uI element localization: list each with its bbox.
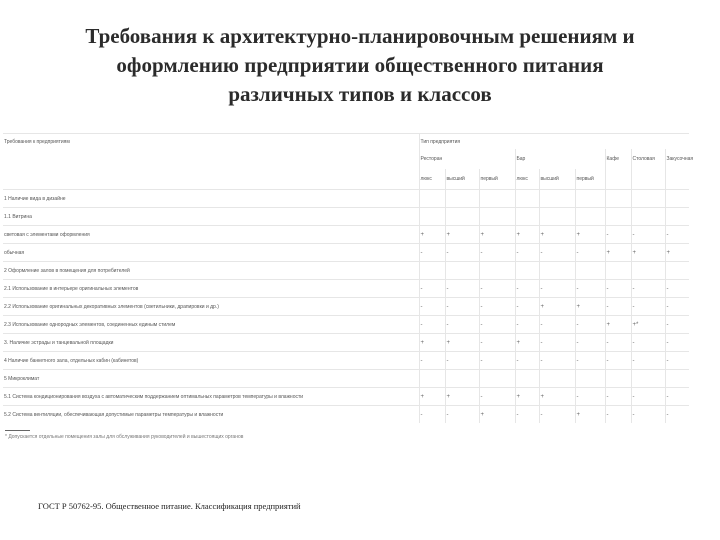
row-value: - bbox=[665, 334, 689, 352]
header-requirement: Требования к предприятиям bbox=[3, 134, 419, 150]
row-value: - bbox=[419, 406, 445, 424]
row-label: 4 Наличие банкетного зала, отдельных кабин (кабинетов) bbox=[3, 352, 419, 370]
row-label: 2.3 Использование однородных элементов, соединенных единым стилем bbox=[3, 316, 419, 334]
row-value bbox=[575, 370, 605, 388]
slide-title bbox=[0, 22, 720, 109]
row-value: - bbox=[445, 316, 479, 334]
title-line-1: Требования к архитектурно-планировочным решениям и bbox=[85, 24, 635, 48]
row-value bbox=[631, 190, 665, 208]
row-value: - bbox=[575, 244, 605, 262]
row-value bbox=[445, 262, 479, 280]
row-value: - bbox=[631, 406, 665, 424]
header-snackbar: Закусочная bbox=[665, 149, 689, 169]
row-value: - bbox=[575, 316, 605, 334]
header-class: высший bbox=[445, 169, 479, 190]
row-value: - bbox=[631, 298, 665, 316]
row-value: + bbox=[515, 334, 539, 352]
row-value bbox=[515, 370, 539, 388]
row-value: - bbox=[479, 316, 515, 334]
row-value: - bbox=[539, 406, 575, 424]
header-restaurant: Ресторан bbox=[419, 149, 515, 169]
header-canteen: Столовая bbox=[631, 149, 665, 169]
header-row-type bbox=[3, 134, 689, 150]
row-value: + bbox=[605, 316, 631, 334]
header-class: люкс bbox=[419, 169, 445, 190]
table-row bbox=[3, 406, 689, 424]
footnote-divider bbox=[5, 430, 30, 431]
row-value: + bbox=[539, 226, 575, 244]
table-row bbox=[3, 334, 689, 352]
row-value: + bbox=[665, 244, 689, 262]
row-label: 1.1 Витрина bbox=[3, 208, 419, 226]
row-value: - bbox=[605, 280, 631, 298]
row-value bbox=[479, 208, 515, 226]
row-label: 3. Наличие эстрады и танцевальной площадки bbox=[3, 334, 419, 352]
row-value: - bbox=[575, 388, 605, 406]
row-value bbox=[539, 190, 575, 208]
table-row bbox=[3, 244, 689, 262]
row-value: + bbox=[515, 388, 539, 406]
row-value: - bbox=[515, 244, 539, 262]
requirements-table bbox=[3, 133, 694, 423]
row-value bbox=[419, 208, 445, 226]
row-value bbox=[575, 208, 605, 226]
row-value: - bbox=[419, 352, 445, 370]
row-value: - bbox=[575, 334, 605, 352]
row-value bbox=[479, 370, 515, 388]
row-label: 5.1 Система кондиционирования воздуха с автоматическим поддержанием оптимальных параметров температуры и влажности bbox=[3, 388, 419, 406]
row-value bbox=[631, 208, 665, 226]
row-value bbox=[605, 262, 631, 280]
row-value: + bbox=[445, 226, 479, 244]
row-value bbox=[665, 208, 689, 226]
table-row bbox=[3, 190, 689, 208]
row-value: - bbox=[479, 352, 515, 370]
row-label: 2.1 Использование в интерьере оригинальных элементов bbox=[3, 280, 419, 298]
row-label: 5.2 Система вентиляции, обеспечивающая допустимые параметры температуры и влажности bbox=[3, 406, 419, 424]
row-value: - bbox=[419, 280, 445, 298]
row-value bbox=[445, 370, 479, 388]
header-class: высший bbox=[539, 169, 575, 190]
row-value bbox=[665, 190, 689, 208]
row-value bbox=[575, 262, 605, 280]
row-value: - bbox=[479, 334, 515, 352]
row-value: - bbox=[515, 352, 539, 370]
row-value: + bbox=[445, 334, 479, 352]
row-value: - bbox=[665, 226, 689, 244]
row-value bbox=[445, 190, 479, 208]
footnote: * Допускается отдельные помещения залы для обслуживания руководителей и вышестоящих органов bbox=[5, 434, 244, 440]
row-value: - bbox=[515, 406, 539, 424]
row-value bbox=[605, 370, 631, 388]
row-value bbox=[539, 262, 575, 280]
row-value: - bbox=[479, 280, 515, 298]
row-value: - bbox=[445, 298, 479, 316]
row-value bbox=[515, 262, 539, 280]
row-value: - bbox=[605, 406, 631, 424]
row-value: - bbox=[605, 352, 631, 370]
row-value bbox=[665, 262, 689, 280]
title-line-2: оформлению предприятии общественного питания bbox=[116, 53, 604, 77]
row-value: + bbox=[539, 388, 575, 406]
row-value: - bbox=[665, 298, 689, 316]
row-value bbox=[605, 190, 631, 208]
table-row bbox=[3, 226, 689, 244]
row-value: - bbox=[631, 226, 665, 244]
row-value bbox=[445, 208, 479, 226]
row-value: + bbox=[605, 244, 631, 262]
table-row bbox=[3, 280, 689, 298]
row-value: + bbox=[479, 226, 515, 244]
row-value: - bbox=[445, 280, 479, 298]
table-row bbox=[3, 388, 689, 406]
table-row bbox=[3, 370, 689, 388]
row-value: - bbox=[479, 388, 515, 406]
row-value bbox=[575, 190, 605, 208]
row-value bbox=[631, 262, 665, 280]
row-value: - bbox=[419, 298, 445, 316]
header-row-class bbox=[3, 169, 689, 190]
row-value: + bbox=[539, 298, 575, 316]
row-value bbox=[479, 262, 515, 280]
row-value: + bbox=[575, 226, 605, 244]
row-value: - bbox=[575, 352, 605, 370]
header-row-enterprise bbox=[3, 149, 689, 169]
row-value: - bbox=[575, 280, 605, 298]
header-bar: Бар bbox=[515, 149, 605, 169]
row-value: - bbox=[445, 352, 479, 370]
title-line-3: различных типов и классов bbox=[228, 82, 492, 106]
table-row bbox=[3, 208, 689, 226]
row-value: - bbox=[665, 280, 689, 298]
row-value: - bbox=[631, 388, 665, 406]
row-value: - bbox=[605, 334, 631, 352]
row-value bbox=[539, 208, 575, 226]
row-value: - bbox=[539, 316, 575, 334]
row-value: + bbox=[479, 406, 515, 424]
row-value: - bbox=[631, 352, 665, 370]
table-row bbox=[3, 298, 689, 316]
row-value: - bbox=[665, 352, 689, 370]
row-value bbox=[419, 370, 445, 388]
row-value bbox=[479, 190, 515, 208]
row-value: + bbox=[515, 226, 539, 244]
header-class: люкс bbox=[515, 169, 539, 190]
row-value: + bbox=[575, 298, 605, 316]
row-value: - bbox=[419, 316, 445, 334]
header-cafe: Кафе bbox=[605, 149, 631, 169]
row-label: 2.2 Использование оригинальных декоративных элементов (светильники, драпировки и др.) bbox=[3, 298, 419, 316]
row-value: - bbox=[539, 352, 575, 370]
row-value: - bbox=[665, 406, 689, 424]
header-class: первый bbox=[479, 169, 515, 190]
row-value: - bbox=[605, 226, 631, 244]
row-value: - bbox=[515, 280, 539, 298]
row-label: 1 Наличие вида в дизайне bbox=[3, 190, 419, 208]
row-value: - bbox=[539, 280, 575, 298]
row-value bbox=[631, 370, 665, 388]
row-value bbox=[419, 262, 445, 280]
row-value: + bbox=[419, 388, 445, 406]
row-value: - bbox=[479, 298, 515, 316]
row-value: - bbox=[515, 298, 539, 316]
row-value: - bbox=[515, 316, 539, 334]
row-value: - bbox=[605, 388, 631, 406]
row-value bbox=[539, 370, 575, 388]
table-row bbox=[3, 352, 689, 370]
row-value: + bbox=[631, 244, 665, 262]
row-label: световая с элементами оформления bbox=[3, 226, 419, 244]
row-label: 2 Оформление залов в помещения для потребителей bbox=[3, 262, 419, 280]
row-value: - bbox=[605, 298, 631, 316]
table-row bbox=[3, 262, 689, 280]
row-label: обычная bbox=[3, 244, 419, 262]
source-caption: ГОСТ Р 50762-95. Общественное питание. Классификация предприятий bbox=[38, 501, 301, 511]
row-value: - bbox=[665, 316, 689, 334]
row-value: + bbox=[419, 226, 445, 244]
row-value bbox=[515, 208, 539, 226]
row-value: - bbox=[419, 244, 445, 262]
header-type: Тип предприятия bbox=[419, 134, 689, 150]
row-value: - bbox=[445, 244, 479, 262]
row-label: 5 Микроклимат bbox=[3, 370, 419, 388]
row-value bbox=[515, 190, 539, 208]
row-value bbox=[419, 190, 445, 208]
row-value: - bbox=[631, 280, 665, 298]
row-value: + bbox=[419, 334, 445, 352]
header-class: первый bbox=[575, 169, 605, 190]
row-value: - bbox=[479, 244, 515, 262]
row-value: - bbox=[539, 334, 575, 352]
table-row bbox=[3, 316, 689, 334]
row-value: - bbox=[445, 406, 479, 424]
row-value: + bbox=[445, 388, 479, 406]
row-value: - bbox=[631, 334, 665, 352]
row-value bbox=[605, 208, 631, 226]
row-value: + bbox=[575, 406, 605, 424]
row-value: - bbox=[665, 388, 689, 406]
row-value: +* bbox=[631, 316, 665, 334]
row-value bbox=[665, 370, 689, 388]
row-value: - bbox=[539, 244, 575, 262]
